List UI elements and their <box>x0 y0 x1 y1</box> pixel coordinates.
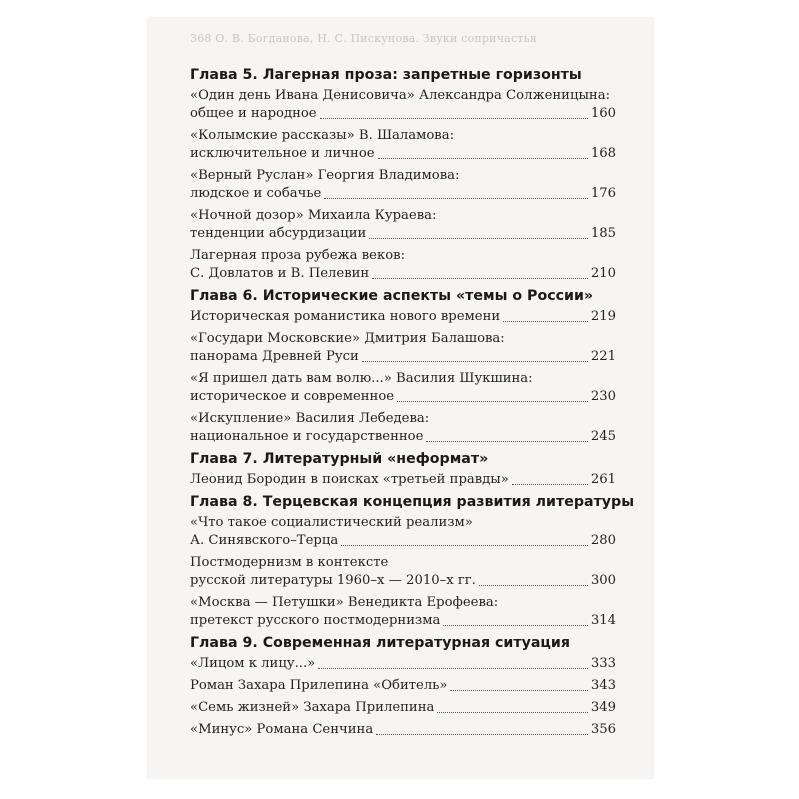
toc-entry-line <box>190 225 616 243</box>
toc-entry-text: «Семь жизней» Захара Прилепина <box>190 700 435 715</box>
toc-entry-text: «Минус» Романа Сенчина <box>190 722 374 737</box>
page-number: 349 <box>590 700 616 715</box>
toc-entry-line: «Искупление» Василия Лебедева: <box>190 411 430 426</box>
toc-entry-line: Лагерная проза рубежа веков: <box>190 248 406 263</box>
page-number: 185 <box>590 226 616 241</box>
page-number: 314 <box>590 613 616 628</box>
toc-entry-line <box>190 145 616 163</box>
page-number: 245 <box>590 429 616 444</box>
toc-entry <box>190 410 616 446</box>
toc-entry-line <box>190 265 616 283</box>
toc-entry-text: «Лицом к лицу...» <box>190 656 316 671</box>
toc-entry-line: «Ночной дозор» Михаила Кураева: <box>190 208 437 223</box>
page-number: 221 <box>590 349 616 364</box>
toc-entry-text: людское и собачье <box>190 186 322 201</box>
dot-leader <box>426 441 587 442</box>
toc-entry-line <box>190 655 616 673</box>
toc-entry-line <box>190 699 616 717</box>
toc-entry-text: общее и народное <box>190 106 317 121</box>
dot-leader <box>324 198 587 199</box>
chapter-heading: Глава 5. Лагерная проза: запретные горизонты <box>190 67 582 83</box>
toc-entry-line <box>190 185 616 203</box>
dot-leader <box>341 545 588 546</box>
toc-entry-line: «Что такое социалистический реализм» <box>190 515 473 530</box>
page-number: 160 <box>590 106 616 121</box>
toc-entry <box>190 594 616 630</box>
toc-entry-text: Роман Захара Прилепина «Обитель» <box>190 678 448 693</box>
toc-entry-line: Постмодернизм в контексте <box>190 555 389 570</box>
page-number: 230 <box>590 389 616 404</box>
toc-entry <box>190 677 616 695</box>
toc-entry <box>190 247 616 283</box>
toc-entry-line <box>190 308 616 326</box>
toc-entry-line <box>190 612 616 630</box>
toc-entry-line <box>190 105 616 123</box>
toc-entry-text: тенденции абсурдизации <box>190 226 367 241</box>
chapter-heading: Глава 9. Современная литературная ситуация <box>190 635 570 651</box>
toc-entry <box>190 127 616 163</box>
toc-entry-text: Историческая романистика нового времени <box>190 309 501 324</box>
dot-leader <box>372 278 588 279</box>
table-of-contents <box>190 66 635 743</box>
toc-entry-line: «Москва — Петушки» Венедикта Ерофеева: <box>190 595 499 610</box>
toc-entry-text: претекст русского постмодернизма <box>190 613 441 628</box>
toc-entry-line <box>190 471 616 489</box>
toc-entry-line: «Один день Ивана Денисовича» Александра Солженицына: <box>190 88 611 103</box>
toc-entry-line <box>190 428 616 446</box>
page-number: 333 <box>590 656 616 671</box>
toc-entry <box>190 308 616 326</box>
toc-entry <box>190 207 616 243</box>
toc-entry <box>190 330 616 366</box>
dot-leader <box>437 712 587 713</box>
page-number: 219 <box>590 309 616 324</box>
dot-leader <box>318 668 588 669</box>
toc-entry <box>190 87 616 123</box>
toc-entry-text: панорама Древней Руси <box>190 349 359 364</box>
toc-entry-line <box>190 532 616 550</box>
toc-entry-text: Леонид Бородин в поисках «третьей правды» <box>190 472 509 487</box>
dot-leader <box>443 625 588 626</box>
toc-entry-text: исключительное и личное <box>190 146 375 161</box>
toc-entry-line <box>190 388 616 406</box>
toc-entry <box>190 554 616 590</box>
page-number: 176 <box>590 186 616 201</box>
page-number: 343 <box>590 678 616 693</box>
page-number: 261 <box>590 472 616 487</box>
dot-leader <box>320 118 588 119</box>
toc-entry <box>190 167 616 203</box>
toc-entry-line <box>190 572 616 590</box>
toc-entry-line: «Я пришел дать вам волю...» Василия Шукшина: <box>190 371 533 386</box>
toc-entry-text: А. Синявского–Терца <box>190 533 339 548</box>
toc-entry <box>190 471 616 489</box>
toc-entry-line: «Государи Московские» Дмитрия Балашова: <box>190 331 505 346</box>
toc-entry-line <box>190 348 616 366</box>
page-number: 168 <box>590 146 616 161</box>
dot-leader <box>362 361 588 362</box>
toc-entry <box>190 721 616 739</box>
toc-entry-line: «Верный Руслан» Георгия Владимова: <box>190 168 460 183</box>
book-page <box>148 18 653 778</box>
dot-leader <box>397 401 588 402</box>
running-header: 368 О. В. Богданова, Н. С. Пискунова. Звуки сопричастья <box>190 32 537 45</box>
toc-entry-line <box>190 721 616 739</box>
page-number: 210 <box>590 266 616 281</box>
dot-leader <box>503 321 588 322</box>
toc-entry <box>190 699 616 717</box>
dot-leader <box>378 158 588 159</box>
chapter-heading: Глава 6. Исторические аспекты «темы о России» <box>190 288 594 304</box>
chapter-heading: Глава 7. Литературный «неформат» <box>190 451 489 467</box>
toc-entry-text: русской литературы 1960–х — 2010–х гг. <box>190 573 476 588</box>
toc-entry-line: «Колымские рассказы» В. Шаламова: <box>190 128 455 143</box>
page-number: 300 <box>590 573 616 588</box>
chapter-heading: Глава 8. Терцевская концепция развития литературы <box>190 494 635 510</box>
dot-leader <box>479 585 588 586</box>
dot-leader <box>376 734 588 735</box>
toc-entry-text: национальное и государственное <box>190 429 424 444</box>
toc-entry-text: историческое и современное <box>190 389 395 404</box>
toc-entry-text: С. Довлатов и В. Пелевин <box>190 266 370 281</box>
dot-leader <box>512 484 588 485</box>
toc-entry <box>190 370 616 406</box>
toc-entry <box>190 514 616 550</box>
page-number: 280 <box>590 533 616 548</box>
dot-leader <box>450 690 587 691</box>
dot-leader <box>369 238 588 239</box>
toc-entry-line <box>190 677 616 695</box>
toc-entry <box>190 655 616 673</box>
page-number: 356 <box>590 722 616 737</box>
